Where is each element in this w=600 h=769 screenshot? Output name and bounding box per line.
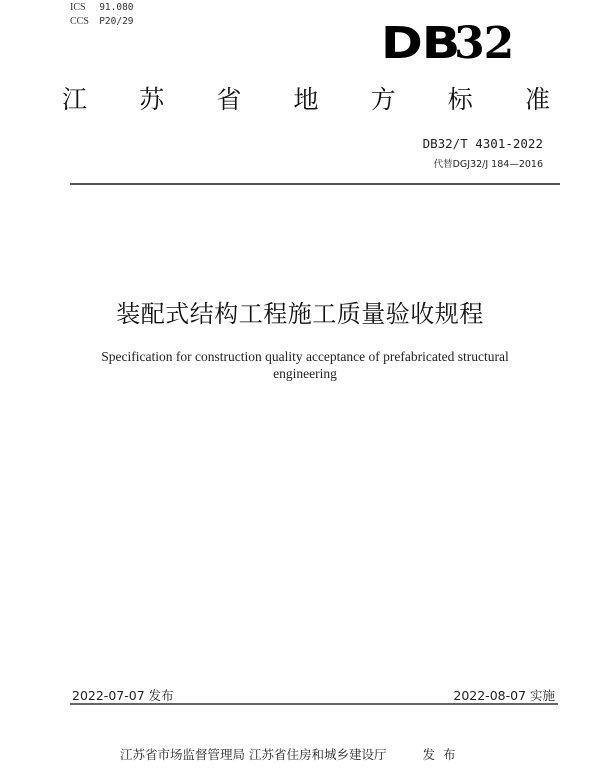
db32-logo [380,18,514,69]
header-char: 江 [62,85,88,114]
header-char: 方 [370,85,396,114]
header-char: 标 [447,85,473,114]
header-char: 地 [293,85,319,114]
bottom-divider [70,703,558,705]
ccs-label: CCS [70,16,89,27]
header-title [62,84,550,116]
implementation-date: 2022-08-07 实施 [453,688,555,703]
ccs-value: P20/29 [99,16,134,27]
issue-date: 2022-07-07 发布 [72,688,174,703]
standard-number: DB32/T 4301-2022 [422,136,543,151]
header-char: 苏 [139,85,165,114]
issuer-action: 发布 [422,747,464,762]
issuer-org-1: 江苏省市场监督管理局 [120,747,246,762]
replaces-standard: 代替DGJ32/J 184—2016 [433,159,543,170]
document-title-en: Specification for construction quality acceptance of prefabricated structural engineering [101,349,509,381]
ics-code [70,1,134,15]
classification-codes [70,1,134,29]
logo-number: 32 [454,18,514,69]
issuing-authorities [120,745,464,763]
header-char: 省 [216,85,242,114]
issuer-org-2: 江苏省住房和城乡建设厅 [249,747,387,762]
ccs-code [70,15,134,29]
top-divider [70,183,560,185]
logo-letters: DB [380,18,460,69]
document-title-zh: 装配式结构工程施工质量验收规程 [116,300,484,328]
header-char: 准 [524,85,550,114]
ics-label: ICS [70,2,86,13]
ics-value: 91.080 [99,2,134,13]
